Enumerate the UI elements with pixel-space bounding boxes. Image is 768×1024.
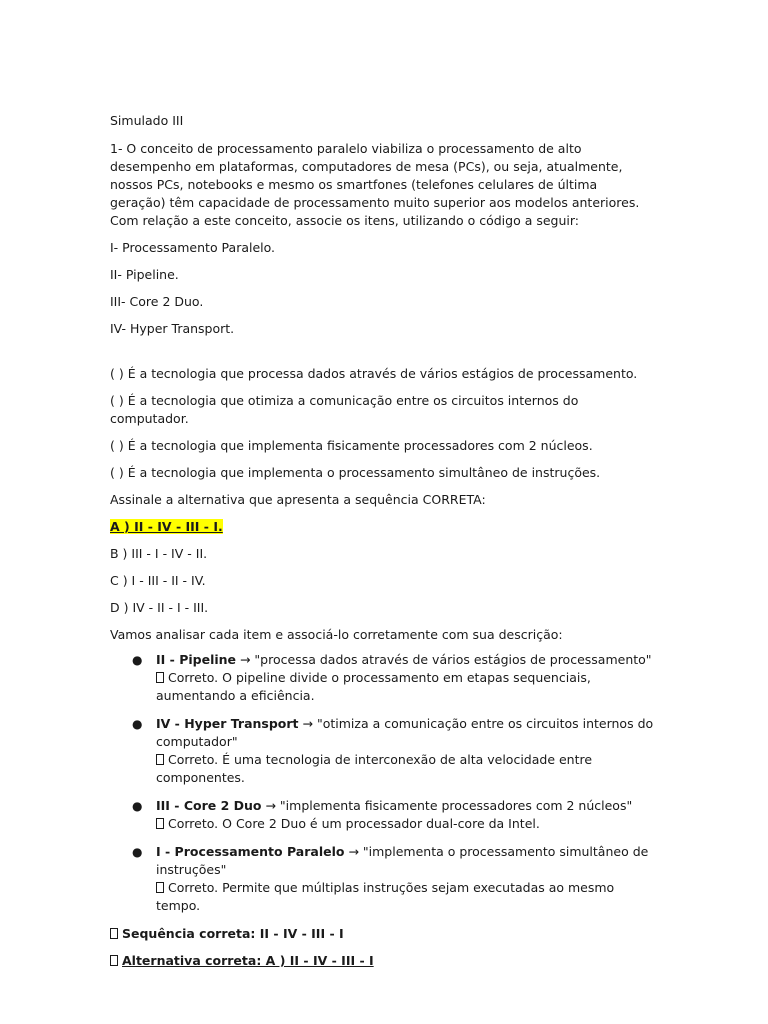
- instruction-text: Assinale a alternativa que apresenta a sequência CORRETA:: [110, 492, 486, 507]
- alternative-d: D ) IV - II - I - III.: [110, 600, 209, 615]
- statement-1: ( ) É a tecnologia que processa dados através de vários estágios de processamento.: [110, 366, 638, 381]
- check-icon: [156, 754, 164, 765]
- analysis-list: [110, 651, 655, 915]
- analysis-term: II - Pipeline: [156, 652, 237, 667]
- statement-2: ( ) É a tecnologia que otimiza a comunicação entre os circuitos internos do computador.: [110, 393, 579, 426]
- analysis-desc: → "otimiza a comunicação entre os circuitos internos do computador": [156, 716, 654, 749]
- document-page: [110, 112, 655, 979]
- analysis-item: [132, 651, 655, 705]
- analysis-item: [132, 843, 655, 915]
- bullet-icon: ●: [132, 845, 143, 859]
- check-icon: [110, 928, 118, 939]
- bullet-icon: ●: [132, 653, 143, 667]
- alternative-a: [110, 518, 655, 536]
- alternative-b: B ) III - I - IV - II.: [110, 546, 208, 561]
- analysis-item: [132, 715, 655, 787]
- analysis-desc: → "implementa fisicamente processadores com 2 núcleos": [261, 798, 633, 813]
- analysis-desc: → "processa dados através de vários estágios de processamento": [236, 652, 652, 667]
- bullet-icon: ●: [132, 799, 143, 813]
- analysis-note: Correto. É uma tecnologia de interconexão de alta velocidade entre componentes.: [156, 752, 593, 785]
- bullet-icon: ●: [132, 717, 143, 731]
- statement-3: ( ) É a tecnologia que implementa fisicamente processadores com 2 núcleos.: [110, 438, 593, 453]
- analysis-note: Correto. Permite que múltiplas instruções sejam executadas ao mesmo tempo.: [156, 880, 615, 913]
- analysis-note: Correto. O pipeline divide o processamento em etapas sequenciais, aumentando a eficiência.: [156, 670, 591, 703]
- item-ii: II- Pipeline.: [110, 267, 179, 282]
- item-iii: III- Core 2 Duo.: [110, 294, 204, 309]
- analysis-term: IV - Hyper Transport: [156, 716, 299, 731]
- question-text: 1- O conceito de processamento paralelo viabiliza o processamento de alto desempenho em plataformas, computadores de mesa (PCs), ou seja, atualmente, nossos PCs, notebooks e mesmo os smartfones (telefones celulares de última geração) têm capacidade de processamento muito superior aos modelos anteriores. Com relação a este conceito, associe os itens, utilizando o código a seguir:: [110, 141, 640, 228]
- summary-alternative-text: Alternativa correta: A ) II - IV - III - I: [122, 953, 374, 968]
- analysis-note: Correto. O Core 2 Duo é um processador dual-core da Intel.: [168, 816, 540, 831]
- item-i: I- Processamento Paralelo.: [110, 240, 276, 255]
- document-title: Simulado III: [110, 113, 184, 128]
- item-iv: IV- Hyper Transport.: [110, 321, 235, 336]
- check-icon: [110, 955, 118, 966]
- summary-sequence: [110, 925, 655, 943]
- blank-line: [110, 347, 655, 365]
- analysis-intro: Vamos analisar cada item e associá-lo corretamente com sua descrição:: [110, 627, 563, 642]
- analysis-term: III - Core 2 Duo: [156, 798, 262, 813]
- analysis-term: I - Processamento Paralelo: [156, 844, 345, 859]
- analysis-desc: → "implementa o processamento simultâneo de instruções": [156, 844, 649, 877]
- check-icon: [156, 818, 164, 829]
- alternative-c: C ) I - III - II - IV.: [110, 573, 206, 588]
- check-icon: [156, 882, 164, 893]
- summary-sequence-text: Sequência correta: II - IV - III - I: [122, 926, 344, 941]
- summary-alternative: [110, 952, 655, 970]
- check-icon: [156, 672, 164, 683]
- alternative-a-highlighted: A ) II - IV - III - I.: [110, 519, 223, 534]
- analysis-item: [132, 797, 655, 833]
- statement-4: ( ) É a tecnologia que implementa o processamento simultâneo de instruções.: [110, 465, 601, 480]
